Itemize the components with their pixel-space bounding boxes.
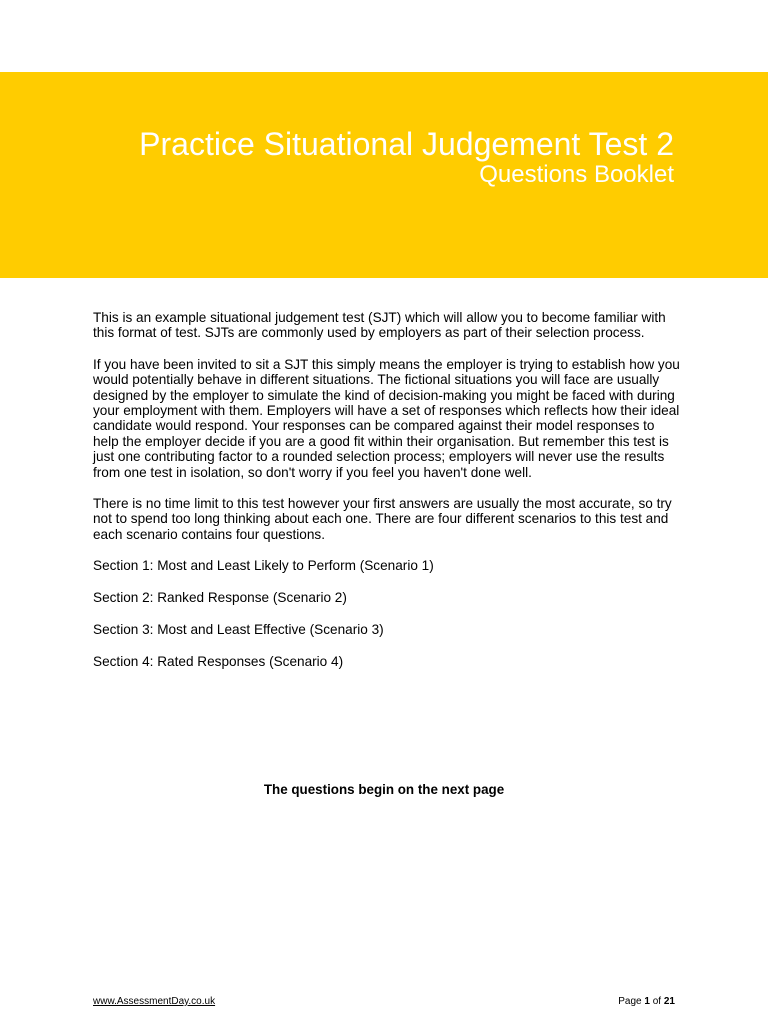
page-of: of <box>652 996 662 1007</box>
section-item-1: Section 1: Most and Least Likely to Perform (Scenario 1) <box>93 558 434 574</box>
intro-paragraph-3: There is no time limit to this test however your first answers are usually the most accurate, so try not to spend too long thinking about each one. There are four different scenarios to this test and each scenario contains four questions. <box>93 496 672 542</box>
section-item-3: Section 3: Most and Least Effective (Scenario 3) <box>93 622 384 638</box>
footer-website-link[interactable]: www.AssessmentDay.co.uk <box>93 996 216 1007</box>
page-total: 21 <box>663 996 675 1007</box>
document-title: Practice Situational Judgement Test 2 <box>139 126 674 162</box>
intro-paragraph-1: This is an example situational judgement test (SJT) which will allow you to become familiar with this format of test. SJTs are commonly used by employers as part of their selection process. <box>93 310 666 341</box>
page-number: 1 <box>644 996 650 1007</box>
intro-content <box>93 310 683 686</box>
page-label: Page <box>618 996 642 1007</box>
section-item-2: Section 2: Ranked Response (Scenario 2) <box>93 590 347 606</box>
page-indicator <box>618 996 675 1007</box>
document-subtitle: Questions Booklet <box>479 161 674 188</box>
section-item-4: Section 4: Rated Responses (Scenario 4) <box>93 654 344 670</box>
intro-paragraph-2: If you have been invited to sit a SJT this simply means the employer is trying to establish how you would potentially behave in different situations. The fictional situations you will face are usually designed by the employer to simulate the kind of decision-making you might be faced with during your employment with them. Employers will have a set of responses which reflects how their ideal candidate would respond. Your responses can be compared against their model responses to help the employer decide if you are a good fit within their organisation. But remember this test is just one contributing factor to a rounded selection process; employers will never use the results from one test in isolation, so don't worry if you feel you haven't done well. <box>93 356 680 480</box>
next-page-note: The questions begin on the next page <box>263 782 505 797</box>
title-banner <box>0 72 768 278</box>
